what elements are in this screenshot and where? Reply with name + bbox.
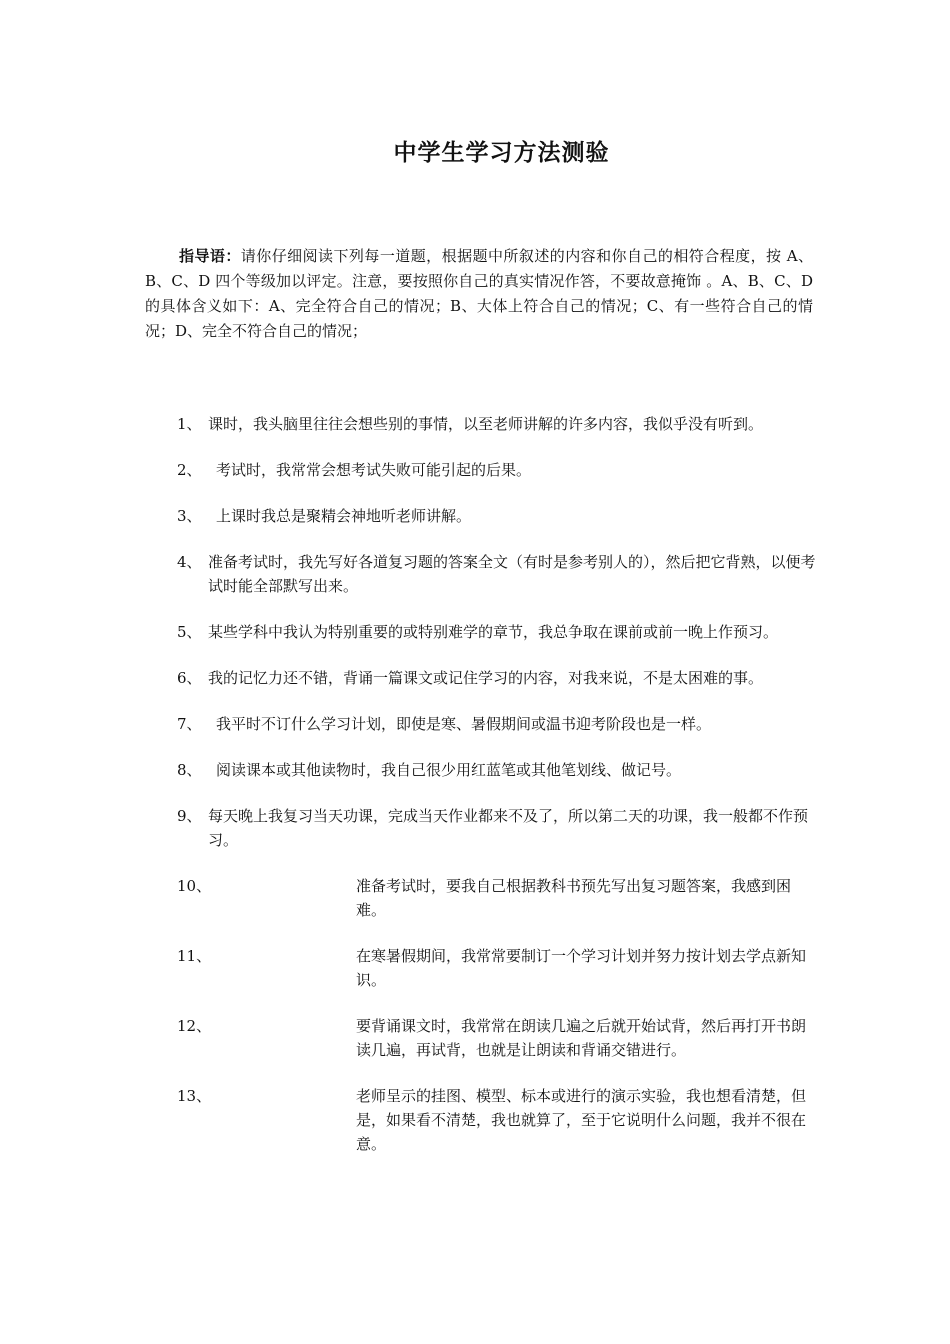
question-item <box>177 620 817 644</box>
question-number: 6、 <box>177 669 202 687</box>
question-text: 我的记忆力还不错，背诵一篇课文或记住学习的内容，对我来说，不是太困难的事。 <box>208 669 764 687</box>
question-number: 8、 <box>177 761 202 779</box>
question-item <box>177 804 817 852</box>
question-number: 2、 <box>177 461 202 479</box>
question-item <box>177 874 817 922</box>
question-number: 3、 <box>177 507 202 525</box>
question-number: 9、 <box>177 807 202 825</box>
question-item <box>177 758 817 782</box>
question-list <box>177 412 817 1178</box>
page-title: 中学生学习方法测验 <box>393 139 610 166</box>
question-text: 课时，我头脑里往往会想些别的事情，以至老师讲解的许多内容，我似乎没有听到。 <box>208 415 764 433</box>
question-item <box>177 944 817 992</box>
instructions-text: 请你仔细阅读下列每一道题，根据题中所叙述的内容和你自己的相符合程度，按 A、B、C、D 四个等级加以评定。注意，要按照你自己的真实情况作答，不要故意掩饰 。A、B、C、D 的具体含义如下：A、完全符合自己的情况；B、大体上符合自己的情况；C、有一些符合自己的情况；D、完全不符合自己的情况； <box>145 247 813 340</box>
question-number: 12、 <box>177 1017 212 1035</box>
question-item <box>177 550 817 598</box>
question-number: 10、 <box>177 877 212 895</box>
question-item <box>177 458 817 482</box>
question-text: 我平时不订什么学习计划，即使是寒、暑假期间或温书迎考阶段也是一样。 <box>216 715 712 733</box>
question-number: 13、 <box>177 1087 212 1105</box>
question-item <box>177 1014 817 1062</box>
question-text: 每天晚上我复习当天功课，完成当天作业都来不及了，所以第二天的功课，我一般都不作预习。 <box>208 807 809 849</box>
question-number: 7、 <box>177 715 202 733</box>
question-text: 阅读课本或其他读物时，我自己很少用红蓝笔或其他笔划线、做记号。 <box>216 761 682 779</box>
question-number: 11、 <box>177 947 212 965</box>
question-text: 考试时，我常常会想考试失败可能引起的后果。 <box>216 461 532 479</box>
question-item <box>177 666 817 690</box>
question-number: 1、 <box>177 415 202 433</box>
question-number: 5、 <box>177 623 202 641</box>
question-item <box>177 412 817 436</box>
question-number: 4、 <box>177 553 202 571</box>
question-text: 要背诵课文时，我常常在朗读几遍之后就开始试背，然后再打开书朗读几遍，再试背，也就是让朗读和背诵交错进行。 <box>356 1017 807 1059</box>
question-text: 某些学科中我认为特别重要的或特别难学的章节，我总争取在课前或前一晚上作预习。 <box>208 623 779 641</box>
question-text: 准备考试时，我先写好各道复习题的答案全文（有时是参考别人的），然后把它背熟，以便考试时能全部默写出来。 <box>208 553 816 595</box>
question-text: 在寒暑假期间，我常常要制订一个学习计划并努力按计划去学点新知识。 <box>356 947 807 989</box>
question-text: 上课时我总是聚精会神地听老师讲解。 <box>216 507 472 525</box>
instructions-paragraph <box>145 244 813 344</box>
question-item <box>177 1084 817 1156</box>
question-item <box>177 504 817 528</box>
question-item <box>177 712 817 736</box>
question-text: 老师呈示的挂图、模型、标本或进行的演示实验，我也想看清楚，但是，如果看不清楚，我也就算了，至于它说明什么问题，我并不很在意。 <box>356 1087 807 1153</box>
instructions-label: 指导语： <box>179 247 241 265</box>
question-text: 准备考试时，要我自己根据教科书预先写出复习题答案，我感到困难。 <box>356 877 792 919</box>
